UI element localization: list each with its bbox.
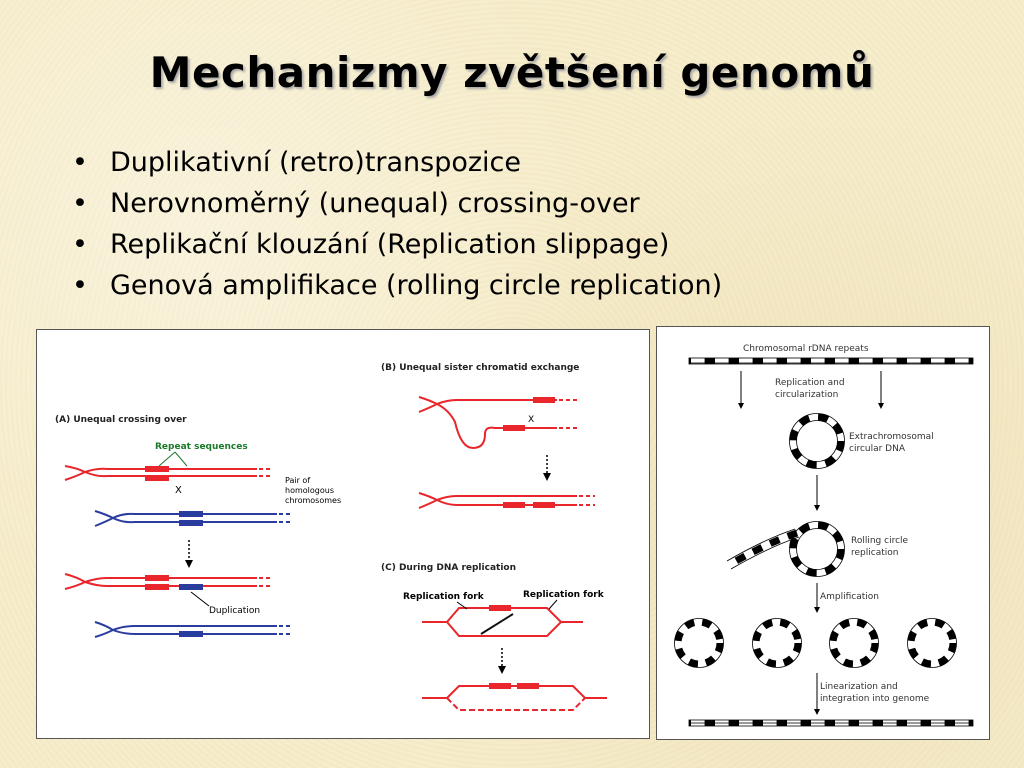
crossover-mark: X <box>528 415 535 425</box>
repeat-block <box>533 502 555 508</box>
circular-dna-label: circular DNA <box>849 444 905 454</box>
arrow-head <box>498 666 506 674</box>
red-chromatid-line <box>85 472 257 476</box>
repeat-sequences-label: Repeat sequences <box>155 442 248 452</box>
blue-chromatid-end <box>95 511 113 526</box>
replication-bubble-top <box>447 686 585 698</box>
repeat-block <box>145 466 169 472</box>
circle-outline <box>797 529 838 570</box>
circularization-label: circularization <box>775 390 839 400</box>
red-chromatid-line <box>85 582 257 586</box>
repeat-block-blue <box>179 631 203 637</box>
red-looped-chromatid <box>437 404 557 448</box>
repeat-block <box>489 605 511 611</box>
duplication-pointer <box>191 592 209 606</box>
amplified-circle <box>911 622 953 664</box>
bullet-dot: • <box>72 188 88 219</box>
arrow-head <box>814 709 820 715</box>
blue-chromatid-end <box>95 622 113 637</box>
integrated-genome-bar <box>689 720 973 726</box>
circle-outline <box>675 619 724 668</box>
fork-pointer <box>549 600 557 609</box>
rolling-tail <box>729 533 797 565</box>
amplification-label: Amplification <box>820 592 880 602</box>
crossover-mark: X <box>175 485 182 496</box>
arrow-head <box>185 560 193 568</box>
bullet-item <box>72 142 722 183</box>
extrachromosomal-circle <box>793 417 841 465</box>
replication-bubble-bottom <box>447 698 585 710</box>
repeat-block <box>503 502 525 508</box>
repeat-block <box>145 475 169 481</box>
chromosome-rdna-bar <box>689 358 973 364</box>
bullet-text: Genová amplifikace (rolling circle replication) <box>110 270 723 301</box>
red-chromatid-end <box>65 466 85 480</box>
repeat-block <box>489 683 511 689</box>
red-chromatid-end <box>419 493 437 508</box>
arrow-head <box>814 505 820 511</box>
bullet-item <box>72 265 722 306</box>
rolling-tail-outline <box>727 529 795 561</box>
rolling-circle-figure <box>656 326 990 740</box>
replication-bubble-bottom <box>447 622 561 636</box>
bullet-text: Nerovnoměrný (unequal) crossing-over <box>110 188 640 219</box>
repeat-block-blue <box>179 511 203 517</box>
replication-label: replication <box>851 548 899 558</box>
amplified-circles <box>675 619 957 668</box>
homologous-label: homologous <box>285 486 334 495</box>
red-chromatid-end <box>65 574 85 589</box>
red-chromatid-line <box>85 578 257 582</box>
linearization-label: Linearization and <box>820 682 898 692</box>
red-chromatid-line <box>437 496 577 500</box>
blue-chromatid-line <box>113 626 277 630</box>
rolling-circle-diagram <box>657 327 989 739</box>
bullet-dot: • <box>72 270 88 301</box>
red-chromatid-end <box>419 397 437 412</box>
repeat-block-blue <box>179 520 203 526</box>
circle-outline <box>797 421 838 462</box>
unequal-crossing-figure <box>36 329 650 739</box>
repeat-pointer-line <box>159 452 175 466</box>
rolling-circle <box>793 525 841 573</box>
bullet-item <box>72 224 722 265</box>
circle-outline <box>790 414 845 469</box>
circle-outline <box>830 619 879 668</box>
replication-fork-label-1: Replication fork <box>403 592 484 602</box>
repeat-block <box>533 397 555 403</box>
pair-of-label: Pair of <box>285 476 311 485</box>
extrachromosomal-label: Extrachromosomal <box>849 432 934 442</box>
repeat-block <box>145 575 169 581</box>
arrow-head <box>543 473 551 481</box>
bullet-item <box>72 183 722 224</box>
panel-c-label: (C) During DNA replication <box>381 563 516 573</box>
duplicated-block <box>179 584 203 590</box>
repeat-block <box>517 683 539 689</box>
arrow-head <box>878 403 884 409</box>
bullet-list <box>72 142 722 306</box>
circle-outline <box>790 522 845 577</box>
red-chromatid-line <box>85 469 257 472</box>
circle-outline <box>753 619 802 668</box>
chromosomal-rdna-label: Chromosomal rDNA repeats <box>743 344 869 354</box>
bullet-text: Duplikativní (retro)transpozice <box>110 147 522 178</box>
rolling-circle-label: Rolling circle <box>851 536 909 546</box>
panel-a-label: (A) Unequal crossing over <box>55 415 187 425</box>
replication-fork-label-2: Replication fork <box>523 590 604 600</box>
circle-outline <box>908 619 957 668</box>
slipped-strand <box>481 614 513 634</box>
unequal-crossing-diagram <box>37 330 649 738</box>
chromosomes-label: chromosomes <box>285 496 342 505</box>
integration-label: integration into genome <box>820 694 930 704</box>
duplication-label: Duplication <box>209 606 261 616</box>
slide-title: Mechanizmy zvětšení genomů <box>149 48 875 97</box>
amplified-circle <box>678 622 720 664</box>
repeat-block <box>503 425 525 431</box>
arrow-head <box>738 403 744 409</box>
repeat-pointer-line <box>175 452 187 466</box>
arrow-head <box>814 607 820 613</box>
panel-b-label: (B) Unequal sister chromatid exchange <box>381 363 580 373</box>
replication-and-label: Replication and <box>775 378 845 388</box>
amplified-circle <box>756 622 798 664</box>
amplified-circle <box>833 622 875 664</box>
repeat-block <box>145 584 169 590</box>
bullet-dot: • <box>72 229 88 260</box>
bullet-text: Replikační klouzání (Replication slippage) <box>110 229 670 260</box>
bullet-dot: • <box>72 147 88 178</box>
